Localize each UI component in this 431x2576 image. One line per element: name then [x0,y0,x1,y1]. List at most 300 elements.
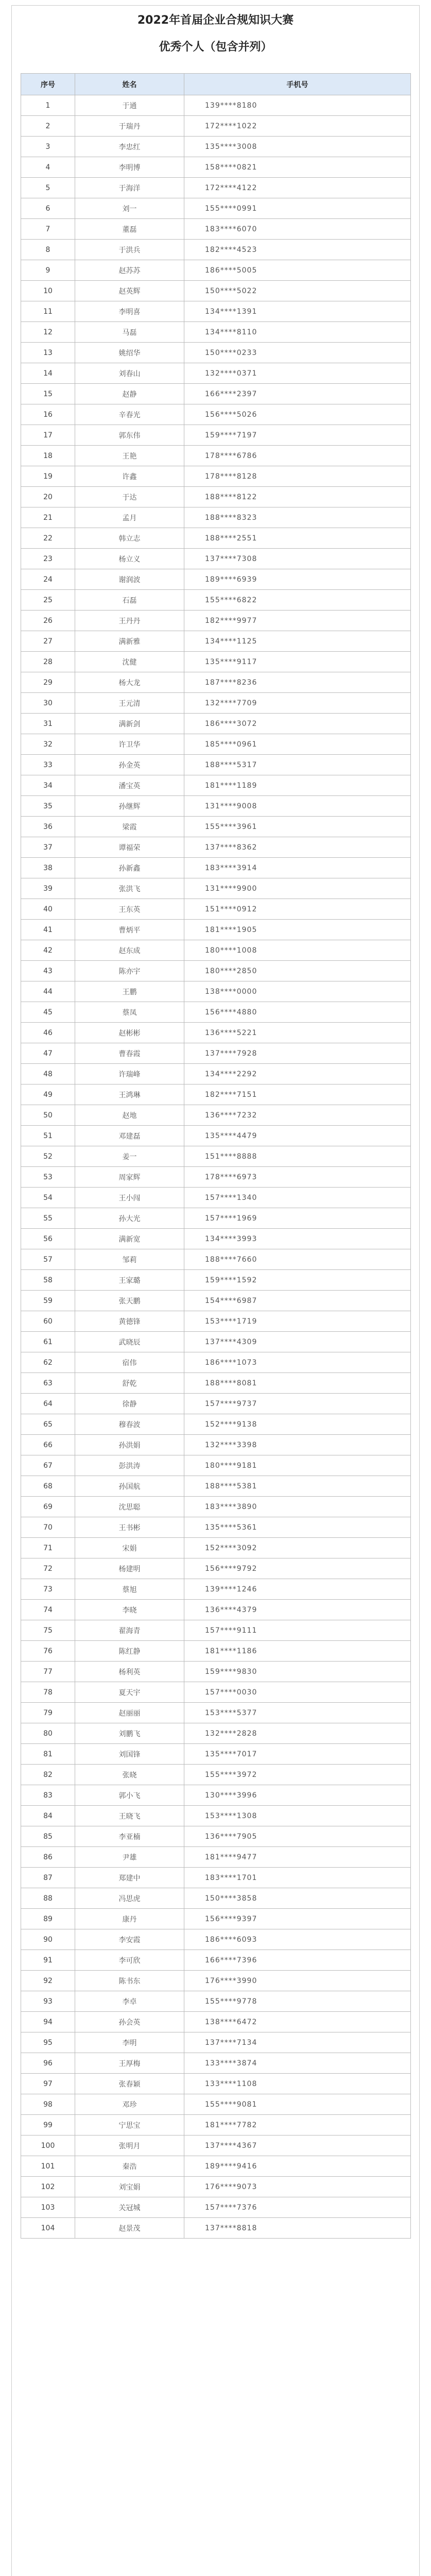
row-index: 31 [21,714,75,734]
row-phone: 166****2397 [184,384,411,404]
table-row [21,1002,411,1023]
table-row [21,1332,411,1352]
row-name: 宋娟 [75,1538,184,1558]
row-name: 穆春波 [75,1414,184,1435]
row-index: 45 [21,1002,75,1023]
table-row [21,1806,411,1826]
row-name: 张洪飞 [75,878,184,899]
row-index: 40 [21,899,75,920]
table-row [21,466,411,487]
row-phone: 181****9477 [184,1847,411,1868]
row-phone: 166****7396 [184,1950,411,1971]
row-phone: 176****9073 [184,2177,411,2197]
table-row [21,95,411,116]
row-name: 陈红静 [75,1641,184,1662]
row-phone: 134****3993 [184,1229,411,1249]
table-row [21,1270,411,1291]
row-index: 104 [21,2218,75,2239]
row-name: 彭洪涛 [75,1455,184,1476]
row-name: 王小闯 [75,1188,184,1208]
table-row [21,1084,411,1105]
row-phone: 150****5022 [184,281,411,301]
row-index: 51 [21,1126,75,1146]
row-name: 王晓飞 [75,1806,184,1826]
row-index: 78 [21,1682,75,1703]
row-name: 满新剑 [75,714,184,734]
row-name: 宁思宝 [75,2115,184,2136]
table-row [21,796,411,817]
row-name: 赵景茂 [75,2218,184,2239]
table-row [21,734,411,755]
row-index: 32 [21,734,75,755]
table-row [21,137,411,157]
table-row [21,1991,411,2012]
table-row [21,1373,411,1394]
row-name: 刘一 [75,198,184,219]
row-name: 蔡凤 [75,1002,184,1023]
row-index: 17 [21,425,75,446]
row-index: 37 [21,837,75,858]
row-index: 92 [21,1971,75,1991]
row-name: 孙国航 [75,1476,184,1497]
row-index: 36 [21,817,75,837]
row-phone: 188****8081 [184,1373,411,1394]
table-row [21,1394,411,1414]
row-phone: 180****9181 [184,1455,411,1476]
table-row [21,611,411,631]
table-row [21,1229,411,1249]
row-index: 96 [21,2053,75,2074]
row-name: 梁霞 [75,817,184,837]
table-row [21,549,411,569]
row-name: 王厚梅 [75,2053,184,2074]
row-index: 55 [21,1208,75,1229]
table-row [21,1641,411,1662]
table-row [21,1249,411,1270]
row-index: 77 [21,1662,75,1682]
row-name: 李安霞 [75,1929,184,1950]
table-row [21,1105,411,1126]
row-index: 102 [21,2177,75,2197]
row-phone: 136****4379 [184,1600,411,1620]
table-row [21,1579,411,1600]
row-name: 赵静 [75,384,184,404]
row-phone: 135****4479 [184,1126,411,1146]
row-index: 38 [21,858,75,878]
row-index: 41 [21,920,75,940]
row-name: 宿伟 [75,1352,184,1373]
table-row [21,384,411,404]
row-index: 93 [21,1991,75,2012]
row-index: 8 [21,240,75,260]
row-name: 谭福荣 [75,837,184,858]
row-index: 46 [21,1023,75,1043]
row-phone: 186****5005 [184,260,411,281]
row-phone: 154****6987 [184,1291,411,1311]
row-phone: 158****0821 [184,157,411,178]
row-index: 90 [21,1929,75,1950]
row-index: 84 [21,1806,75,1826]
row-name: 张明月 [75,2136,184,2156]
row-index: 94 [21,2012,75,2032]
row-phone: 134****1391 [184,301,411,322]
row-name: 尹雄 [75,1847,184,1868]
row-index: 83 [21,1785,75,1806]
row-name: 秦浩 [75,2156,184,2177]
table-row [21,1188,411,1208]
table-row [21,2156,411,2177]
table-row [21,1517,411,1538]
row-name: 石磊 [75,590,184,611]
row-name: 康丹 [75,1909,184,1929]
table-row [21,1291,411,1311]
row-index: 72 [21,1558,75,1579]
table-row [21,322,411,343]
row-name: 王丹丹 [75,611,184,631]
table-row [21,837,411,858]
row-index: 75 [21,1620,75,1641]
row-name: 赵地 [75,1105,184,1126]
row-phone: 156****9792 [184,1558,411,1579]
row-phone: 181****1189 [184,775,411,796]
row-index: 88 [21,1888,75,1909]
row-phone: 159****7197 [184,425,411,446]
row-phone: 137****8362 [184,837,411,858]
table-row [21,2136,411,2156]
table-row [21,301,411,322]
page-subtitle: 优秀个人（包含并列） [159,41,272,54]
row-phone: 182****9977 [184,611,411,631]
row-name: 陈亦宇 [75,961,184,981]
row-index: 100 [21,2136,75,2156]
row-name: 许卫华 [75,734,184,755]
row-name: 郑建中 [75,1868,184,1888]
row-index: 53 [21,1167,75,1188]
row-name: 刘春山 [75,363,184,384]
row-phone: 151****8888 [184,1146,411,1167]
row-phone: 132****0371 [184,363,411,384]
row-name: 李可欣 [75,1950,184,1971]
row-name: 曹炳平 [75,920,184,940]
row-name: 杨大龙 [75,672,184,693]
table-row [21,1043,411,1064]
row-name: 陈书东 [75,1971,184,1991]
row-index: 60 [21,1311,75,1332]
row-name: 满新宽 [75,1229,184,1249]
table-row [21,1435,411,1455]
row-phone: 151****0912 [184,899,411,920]
row-name: 张天鹏 [75,1291,184,1311]
row-name: 孙继辉 [75,796,184,817]
table-row [21,1497,411,1517]
row-phone: 155****3972 [184,1765,411,1785]
row-index: 79 [21,1703,75,1723]
row-name: 姚绍华 [75,343,184,363]
table-row [21,672,411,693]
row-index: 26 [21,611,75,631]
row-index: 97 [21,2074,75,2094]
row-phone: 181****1186 [184,1641,411,1662]
table-row [21,240,411,260]
row-phone: 188****5317 [184,755,411,775]
row-name: 刘国锋 [75,1744,184,1765]
row-index: 59 [21,1291,75,1311]
row-phone: 188****7660 [184,1249,411,1270]
table-row [21,652,411,672]
row-index: 19 [21,466,75,487]
row-name: 郭东伟 [75,425,184,446]
row-name: 夏天宇 [75,1682,184,1703]
row-phone: 137****8818 [184,2218,411,2239]
table-row [21,569,411,590]
row-phone: 134****8110 [184,322,411,343]
row-phone: 132****2828 [184,1723,411,1744]
row-index: 15 [21,384,75,404]
row-phone: 131****9008 [184,796,411,817]
row-phone: 155****3961 [184,817,411,837]
row-phone: 188****5381 [184,1476,411,1497]
table-row [21,487,411,507]
table-row [21,2218,411,2239]
table-row [21,2012,411,2032]
row-index: 27 [21,631,75,652]
row-phone: 132****3398 [184,1435,411,1455]
row-phone: 183****6070 [184,219,411,240]
row-index: 28 [21,652,75,672]
row-phone: 185****0961 [184,734,411,755]
row-name: 黄德锋 [75,1311,184,1332]
row-name: 关冠城 [75,2197,184,2218]
row-index: 22 [21,528,75,549]
row-name: 徐静 [75,1394,184,1414]
table-row [21,2197,411,2218]
row-phone: 188****8122 [184,487,411,507]
row-phone: 137****7928 [184,1043,411,1064]
row-phone: 134****1125 [184,631,411,652]
row-index: 34 [21,775,75,796]
row-phone: 136****7232 [184,1105,411,1126]
row-phone: 152****9138 [184,1414,411,1435]
table-row [21,1600,411,1620]
row-phone: 181****1905 [184,920,411,940]
row-phone: 137****4367 [184,2136,411,2156]
row-phone: 155****6822 [184,590,411,611]
row-name: 郭小飞 [75,1785,184,1806]
table-row [21,1682,411,1703]
table-row [21,1662,411,1682]
row-index: 23 [21,549,75,569]
row-name: 于海洋 [75,178,184,198]
row-index: 99 [21,2115,75,2136]
row-name: 刘鹏飞 [75,1723,184,1744]
table-row [21,363,411,384]
table-row [21,343,411,363]
row-index: 101 [21,2156,75,2177]
table-row [21,920,411,940]
row-index: 43 [21,961,75,981]
row-phone: 136****5221 [184,1023,411,1043]
table-row [21,260,411,281]
row-name: 赵丽丽 [75,1703,184,1723]
row-phone: 134****2292 [184,1064,411,1084]
row-phone: 186****1073 [184,1352,411,1373]
row-name: 满新雅 [75,631,184,652]
row-index: 48 [21,1064,75,1084]
row-name: 于通 [75,95,184,116]
header-phone: 手机号 [184,74,411,95]
row-phone: 150****0233 [184,343,411,363]
row-index: 69 [21,1497,75,1517]
table-row [21,755,411,775]
table-row [21,714,411,734]
row-index: 87 [21,1868,75,1888]
row-index: 1 [21,95,75,116]
row-index: 71 [21,1538,75,1558]
row-index: 82 [21,1765,75,1785]
table-row [21,425,411,446]
row-phone: 137****4309 [184,1332,411,1352]
row-index: 76 [21,1641,75,1662]
row-phone: 138****0000 [184,981,411,1002]
table-row [21,1971,411,1991]
row-phone: 172****1022 [184,116,411,137]
row-index: 89 [21,1909,75,1929]
table-row [21,1909,411,1929]
row-index: 3 [21,137,75,157]
row-phone: 136****7905 [184,1826,411,1847]
winners-table [21,73,411,2239]
row-name: 孙大光 [75,1208,184,1229]
row-name: 杨利英 [75,1662,184,1682]
table-row [21,1311,411,1332]
row-index: 66 [21,1435,75,1455]
table-row [21,1703,411,1723]
table-row [21,2053,411,2074]
table-row [21,1352,411,1373]
table-row [21,2115,411,2136]
table-row [21,1558,411,1579]
row-name: 韩立志 [75,528,184,549]
row-phone: 131****9900 [184,878,411,899]
table-row [21,1455,411,1476]
table-row [21,1723,411,1744]
table-row [21,1826,411,1847]
row-phone: 189****6939 [184,569,411,590]
row-name: 许鑫 [75,466,184,487]
table-row [21,631,411,652]
row-phone: 132****7709 [184,693,411,714]
row-name: 杨立义 [75,549,184,569]
row-name: 舒乾 [75,1373,184,1394]
row-index: 67 [21,1455,75,1476]
row-phone: 157****1340 [184,1188,411,1208]
row-phone: 188****2551 [184,528,411,549]
row-phone: 178****8128 [184,466,411,487]
row-name: 潘宝英 [75,775,184,796]
table-row [21,446,411,466]
page-title: 2022年首届企业合规知识大赛 [137,14,294,27]
row-phone: 159****9830 [184,1662,411,1682]
row-phone: 137****7134 [184,2032,411,2053]
row-name: 李忠红 [75,137,184,157]
row-index: 39 [21,878,75,899]
row-phone: 157****9111 [184,1620,411,1641]
row-name: 王东英 [75,899,184,920]
table-row [21,2074,411,2094]
table-row [21,1847,411,1868]
row-phone: 156****4880 [184,1002,411,1023]
row-index: 9 [21,260,75,281]
table-row [21,198,411,219]
row-phone: 187****8236 [184,672,411,693]
row-phone: 188****8323 [184,507,411,528]
row-phone: 157****0030 [184,1682,411,1703]
row-name: 刘宝娟 [75,2177,184,2197]
row-phone: 135****5361 [184,1517,411,1538]
row-index: 2 [21,116,75,137]
row-index: 6 [21,198,75,219]
title-block [0,11,431,57]
row-index: 58 [21,1270,75,1291]
row-name: 李明喜 [75,301,184,322]
table-body [21,95,411,2239]
table-row [21,2094,411,2115]
row-index: 49 [21,1084,75,1105]
row-index: 57 [21,1249,75,1270]
table-row [21,1868,411,1888]
row-index: 54 [21,1188,75,1208]
table-row [21,858,411,878]
row-name: 李明博 [75,157,184,178]
row-phone: 153****1719 [184,1311,411,1332]
header-index: 序号 [21,74,75,95]
row-name: 王元清 [75,693,184,714]
table-row [21,404,411,425]
row-index: 73 [21,1579,75,1600]
row-name: 谢润波 [75,569,184,590]
row-phone: 157****1969 [184,1208,411,1229]
row-index: 4 [21,157,75,178]
row-phone: 139****1246 [184,1579,411,1600]
row-phone: 139****8180 [184,95,411,116]
row-name: 孙新鑫 [75,858,184,878]
row-phone: 152****3092 [184,1538,411,1558]
row-index: 12 [21,322,75,343]
row-phone: 133****1108 [184,2074,411,2094]
table-row [21,1208,411,1229]
table-row [21,940,411,961]
row-name: 孟月 [75,507,184,528]
row-phone: 157****9737 [184,1394,411,1414]
row-name: 赵苏苏 [75,260,184,281]
row-index: 50 [21,1105,75,1126]
row-index: 30 [21,693,75,714]
row-index: 44 [21,981,75,1002]
table-row [21,507,411,528]
row-index: 52 [21,1146,75,1167]
row-index: 18 [21,446,75,466]
row-index: 62 [21,1352,75,1373]
table-row [21,1476,411,1497]
row-name: 于洪兵 [75,240,184,260]
row-name: 张春颖 [75,2074,184,2094]
row-name: 沈思聪 [75,1497,184,1517]
row-phone: 135****7017 [184,1744,411,1765]
row-phone: 150****3858 [184,1888,411,1909]
row-name: 武晓辰 [75,1332,184,1352]
row-phone: 178****6786 [184,446,411,466]
row-name: 马磊 [75,322,184,343]
